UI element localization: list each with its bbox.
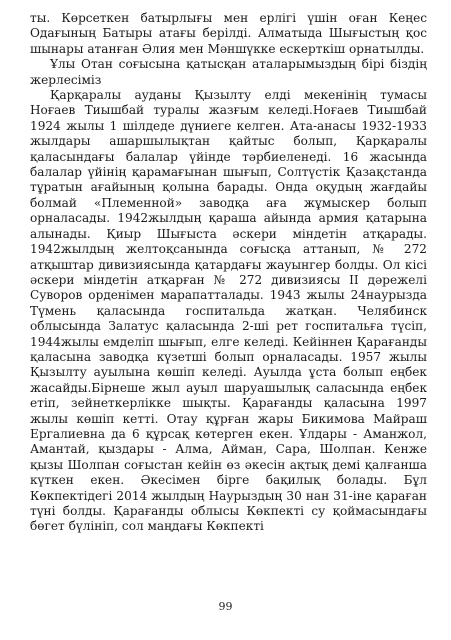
page-number: 99: [218, 600, 233, 613]
paragraph-intro: Ұлы Отан соғысына қатысқан аталарымыздың бірі біздің жерлесіміз: [30, 57, 427, 87]
paragraph-biography: Қарқаралы ауданы Қызылту елді мекенінің тумасы Ноғаев Тиышбай туралы жазғым келеді.Ноғаев Тиышбай 1924 жылы 1 шілдеде дүниеге келген. Ата-анасы 1932-1933 жылдары ашаршылықтан қайтыс болып, Қарқаралы қаласындағы балалар үйінде тәрбиеленеді. 16 жасында балалар үйінің қарамағынан шығып, Солтүстік Қазақстанда тұратын ағайының қолына барады. Онда оқудың жағдайы болмай «Племенной» заводқа аға жұмыскер болып орналасады. 1942жылдың қараша айында армия қатарына алынады. Қиыр Шығыста әскери міндетін атқарады. 1942жылдың желтоқсанында соғысқа аттанып, № 272 атқыштар дивизиясында қатардағы жауынгер болды. Ол кісі әскери міндетін атқарған № 272 дивизиясы ІІ дәрежелі Суворов орденімен марапатталады. 1943 жылы 24наурызда Түмень қаласында госпитальда жатқан. Челябинск облысында Залатус қаласында 2-ші рет госпитальға түсіп, 1944жылы емделіп шығып, елге келеді. Кейіннен Қарағанды қаласына заводқа күзетші болып орналасады. 1957 жылы Қызылту ауылына көшіп келеді. Ауылда ұста болып еңбек жасайды.Бірнеше жыл ауыл шаруашылық саласында еңбек етіп, зейнеткерлікке шықты. Қарағанды қаласына 1997 жылы көшіп кетті. Отау құрған жары Бикимова Майраш Ергалиевна да 6 құрсақ көтерген екен. Ұлдары - Аманжол, Амантай, қыздары - Алма, Айман, Сара, Шолпан. Кенже қызы Шолпан соғыстан кейін өз әкесін ақтық демі қалғанша күткен екен. Әкесімен бірге бақилық болады. Бұл Көкпектідегі 2014 жылдың Наурыздың 30 нан 31-іне қараған түні болды. Қарағанды облысы Көкпекті су қоймасындағы бөгет бүлініп, сол маңдағы Көкпекті: [30, 88, 427, 534]
body-text: [30, 11, 427, 535]
paragraph-continuation: ты. Көрсеткен батырлығы мен ерлігі үшін оған Кеңес Одағының Батыры атағы берілді. Алматыда Шығыстың қос шынары атанған Әлия мен Мәншүкке ескерткіш орнатылды.: [30, 11, 427, 56]
